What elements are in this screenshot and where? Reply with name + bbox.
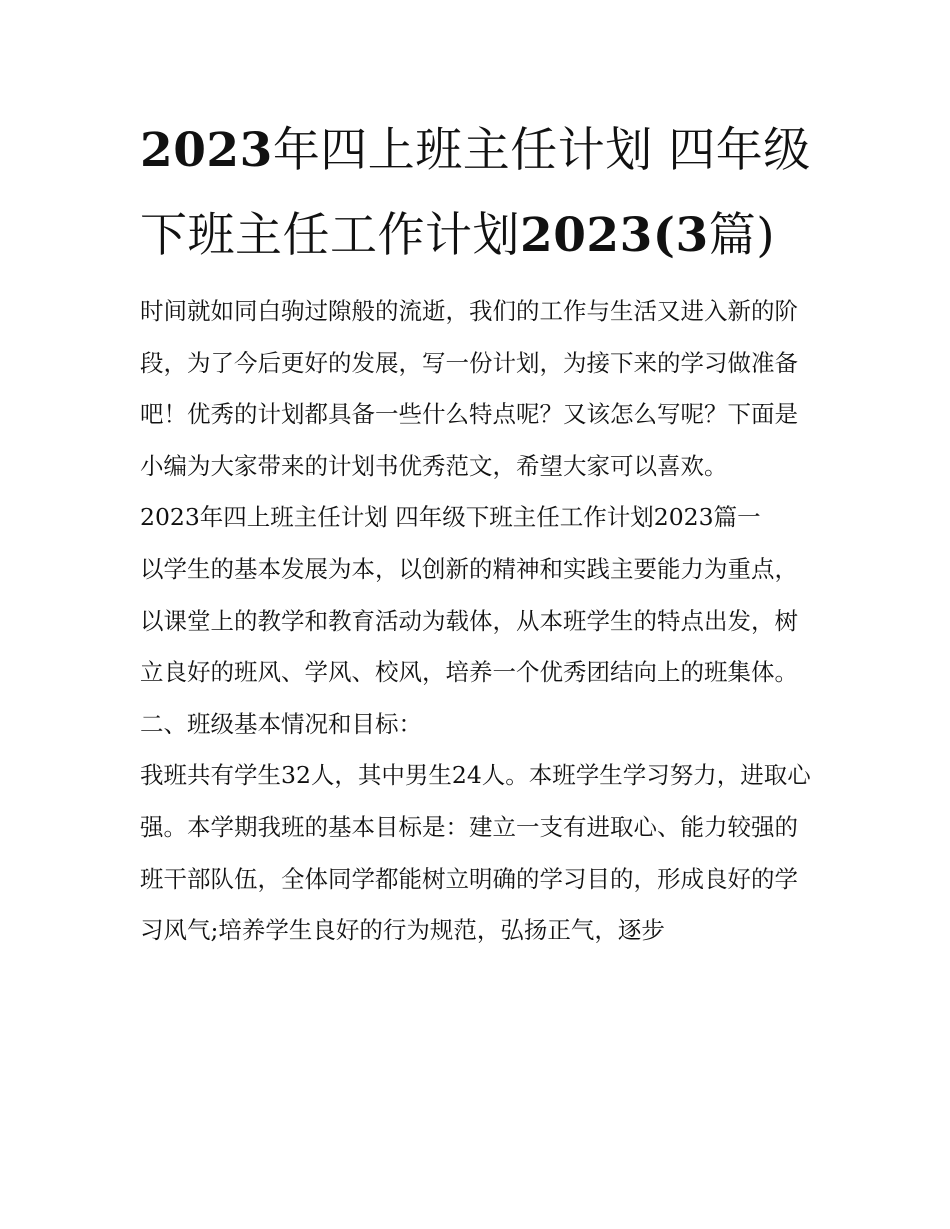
title-main: 年四上班主任计划 四年级下班主任工作计划 xyxy=(140,123,811,263)
title-year-count: 2023(3 xyxy=(520,208,709,263)
document-page xyxy=(140,108,815,957)
class-info-paragraph: 我班共有学生32人，其中男生24人。本班学生学习努力，进取心强。本学期我班的基本目标是：建立一支有进取心、能力较强的班干部队伍，全体同学都能树立明确的学习目的，形成良好的学习风气;培养学生良好的行为规范，弘扬正气，逐步 xyxy=(140,761,811,945)
title-year: 2023 xyxy=(140,123,273,178)
class-info-heading: 二、班级基本情况和目标： xyxy=(140,709,422,738)
guiding-paragraph: 以学生的基本发展为本，以创新的精神和实践主要能力为重点，以课堂上的教学和教育活动为载体，从本班学生的特点出发，树立良好的班风、学风、校风，培养一个优秀团结向上的班集体。 xyxy=(140,554,798,687)
document-body xyxy=(140,286,815,957)
section-heading: 2023年四上班主任计划 四年级下班主任工作计划2023篇一 xyxy=(140,503,761,532)
intro-paragraph: 时间就如同白驹过隙般的流逝，我们的工作与生活又进入新的阶段，为了今后更好的发展，写一份计划，为接下来的学习做准备吧！优秀的计划都具备一些什么特点呢？又该怎么写呢？下面是小编为大家带来的计划书优秀范文，希望大家可以喜欢。 xyxy=(140,297,798,480)
title-suffix: 篇) xyxy=(708,208,776,263)
document-title xyxy=(140,108,815,278)
